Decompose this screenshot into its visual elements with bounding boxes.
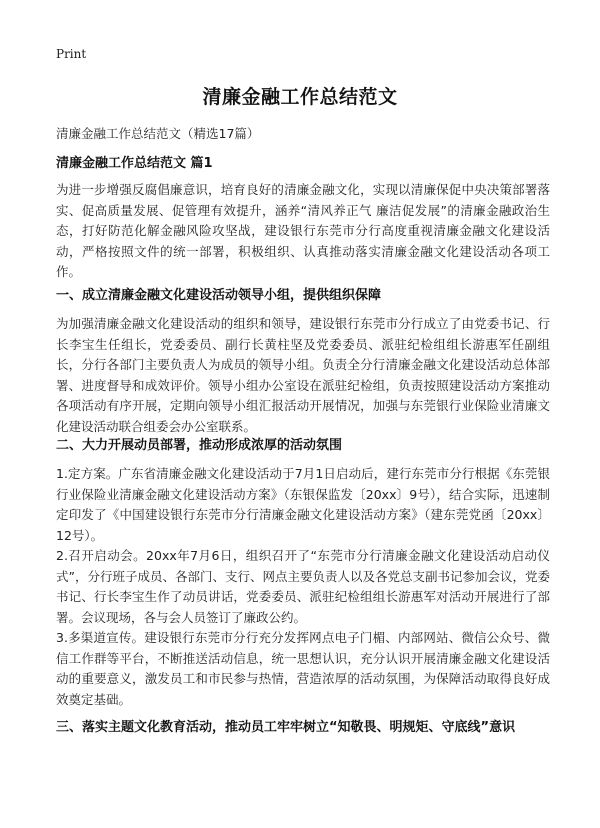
article-heading: 清廉金融工作总结范文 篇1 bbox=[56, 156, 213, 171]
section-2-paragraph-3: 3.多渠道宣传。建设银行东莞市分行充分发挥网点电子门楣、内部网站、微信公众号、微信工作群等平台，不断推送活动信息，统一思想认识，充分认识开展清廉金融文化建设活动的重要意义，激发员工和市民参与热情，营造浓厚的活动氛围，为保障活动取得良好成效奠定基础。 bbox=[56, 630, 550, 707]
print-link[interactable]: Print bbox=[56, 47, 87, 61]
document-subtitle: 清廉金融工作总结范文（精选17篇） bbox=[56, 126, 260, 141]
section-heading-3: 三、落实主题文化教育活动，推动员工牢牢树立“知敬畏、明规矩、守底线”意识 bbox=[56, 720, 516, 735]
section-heading-1: 一、成立清廉金融文化建设活动领导小组，提供组织保障 bbox=[56, 288, 382, 303]
section-heading-2: 二、大力开展动员部署，推动形成浓厚的活动氛围 bbox=[56, 438, 343, 453]
section-2-paragraph-2: 2.召开启动会。20xx年7月6日，组织召开了“东莞市分行清廉金融文化建设活动启动仪式”，分行班子成员、各部门、支行、网点主要负责人以及各党总支副书记参加会议，党委书记、行长李宝生作了动员讲话，党委委员、派驻纪检组组长游惠军对活动开展进行了部署。会议现场，各与会人员签订了廉政公约。 bbox=[56, 548, 550, 625]
section-2-paragraph-1: 1.定方案。广东省清廉金融文化建设活动于7月1日启动后，建行东莞市分行根据《东莞银行业保险业清廉金融文化建设活动方案》（东银保监发〔20xx〕9号），结合实际，迅速制定印发了《中国建设银行东莞市分行清廉金融文化建设活动方案》（建东莞党函〔20xx〕12号）。 bbox=[56, 466, 550, 543]
page-title: 清廉金融工作总结范文 bbox=[202, 86, 398, 108]
intro-paragraph: 为进一步增强反腐倡廉意识，培育良好的清廉金融文化，实现以清廉保促中央决策部署落实、促高质量发展、促管理有效提升，涵养“清风养正气 廉洁促发展”的清廉金融政治生态，打好防范化解金融风险攻坚战，建设银行东莞市分行高度重视清廉金融文化建设活动，严格按照文件的统一部署，积极组织、认真推动落实清廉金融文化建设活动各项工作。 bbox=[56, 182, 550, 279]
section-1-paragraph-1: 为加强清廉金融文化建设活动的组织和领导，建设银行东莞市分行成立了由党委书记、行长李宝生任组长，党委委员、副行长黄柱坚及党委委员、派驻纪检组组长游惠军任副组长，分行各部门主要负责人为成员的领导小组。负责全分行清廉金融文化建设活动总体部署、进度督导和成效评价。领导小组办公室设在派驻纪检组，负责按照建设活动方案推动各项活动有序开展，定期向领导小组汇报活动开展情况，加强与东莞银行业保险业清廉文化建设活动联合组委会办公室联系。 bbox=[56, 316, 550, 434]
